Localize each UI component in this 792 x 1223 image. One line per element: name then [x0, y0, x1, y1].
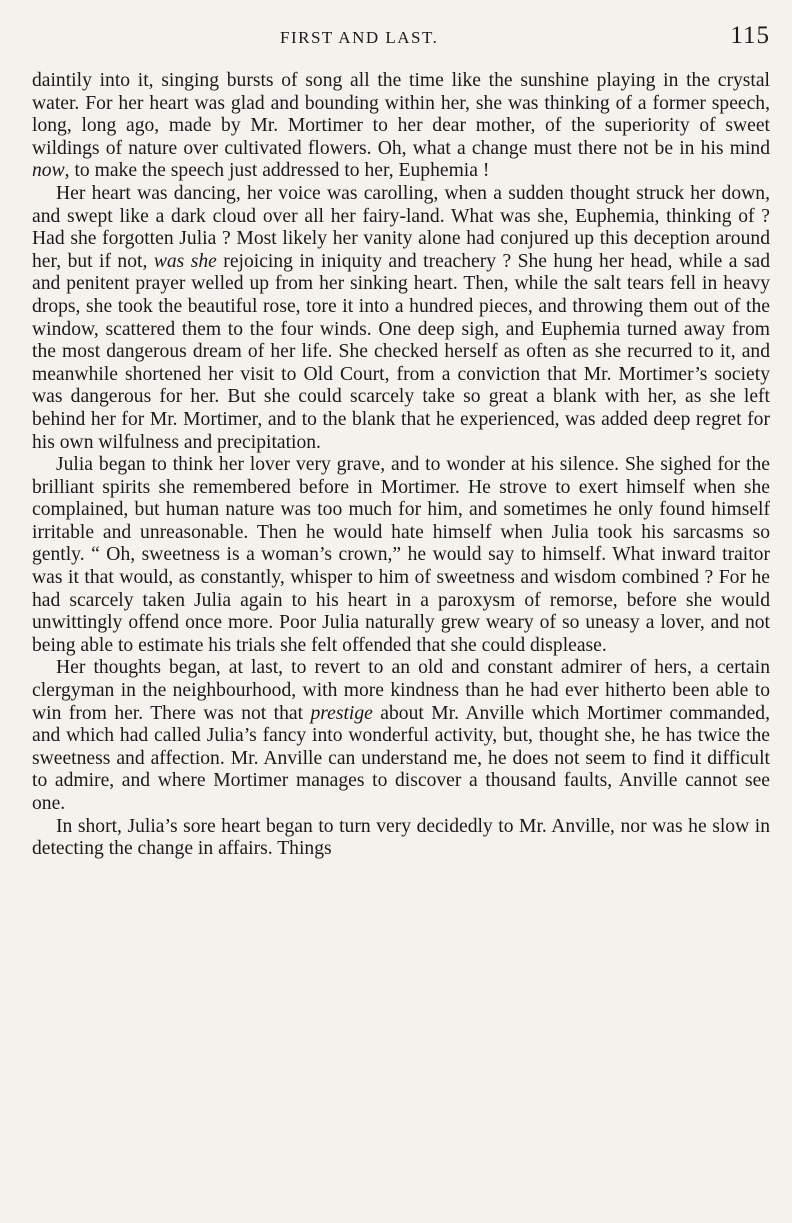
paragraph: daintily into it, singing bursts of song all the time like the sunshine playing in the crystal water. For her heart was glad and bounding within her, she was thinking of a former speech, long, long ago, made by Mr. Mortimer to her dear mother, of the superiority of sweet wildings of nature over cultivated flowers. Oh, what a change must there not be in his mind now, to make the speech just addressed to her, Euphemia ! — [32, 70, 770, 182]
book-page — [32, 24, 770, 861]
paragraph: Her heart was dancing, her voice was carolling, when a sudden thought struck her down, and swept like a dark cloud over all her fairy-land. What was she, Euphemia, thinking of ? Had she forgotten Julia ? Most likely her vanity alone had conjured up this deception around her, but if not, was she rejoicing in iniquity and treachery ? She hung her head, while a sad and penitent prayer welled up from her sinking heart. Then, while the salt tears fell in heavy drops, she took the beautiful rose, tore it into a hundred pieces, and throwing them out of the window, scattered them to the four winds. One deep sigh, and Euphemia turned away from the most dangerous dream of her life. She checked herself as often as she recurred to it, and meanwhile shortened her visit to Old Court, from a conviction that Mr. Mortimer’s society was dangerous for her. But she could scarcely take so great a blank with her, as she left behind her for Mr. Mortimer, and to the blank that he experienced, was added deep regret for his own wilfulness and precipitation. — [32, 182, 771, 453]
paragraph: Julia began to think her lover very grave, and to wonder at his silence. She sighed for the brilliant spirits she remembered before in Mortimer. He strove to exert himself when she complained, but human nature was too much for him, and sometimes he only found himself irritable and unreasonable. Then he would hate himself when Julia took his sarcasms so gently. “ Oh, sweetness is a woman’s crown,” he would say to himself. What inward traitor was it that would, as constantly, whisper to him of sweetness and wisdom combined ? For he had scarcely taken Julia again to his heart in a paroxysm of remorse, before she would unwittingly offend once more. Poor Julia naturally grew weary of so uneasy a lover, and not being able to estimate his trials she felt offended that she could displease. — [32, 454, 770, 656]
emphasis: prestige — [310, 702, 373, 724]
running-title: FIRST AND LAST. — [280, 28, 439, 47]
emphasis: now — [32, 160, 65, 182]
page-header — [32, 24, 770, 60]
page-number: 115 — [730, 22, 770, 49]
emphasis: was she — [153, 250, 217, 272]
paragraph: Her thoughts began, at last, to revert to an old and constant admirer of hers, a certain clergyman in the neighbourhood, with more kindness than he had ever hitherto been able to win from her. There was not that prestige about Mr. Anville which Mortimer commanded, and which had called Julia’s fancy into wonderful activity, but, thought she, he has twice the sweetness and affection. Mr. Anville can understand me, he does not seem to find it difficult to admire, and where Mortimer manages to discover a thousand faults, Anville cannot see one. — [32, 657, 771, 814]
body-text — [32, 70, 770, 861]
paragraph: In short, Julia’s sore heart began to turn very decidedly to Mr. Anville, nor was he slow in detecting the change in affairs. Things — [32, 815, 770, 860]
